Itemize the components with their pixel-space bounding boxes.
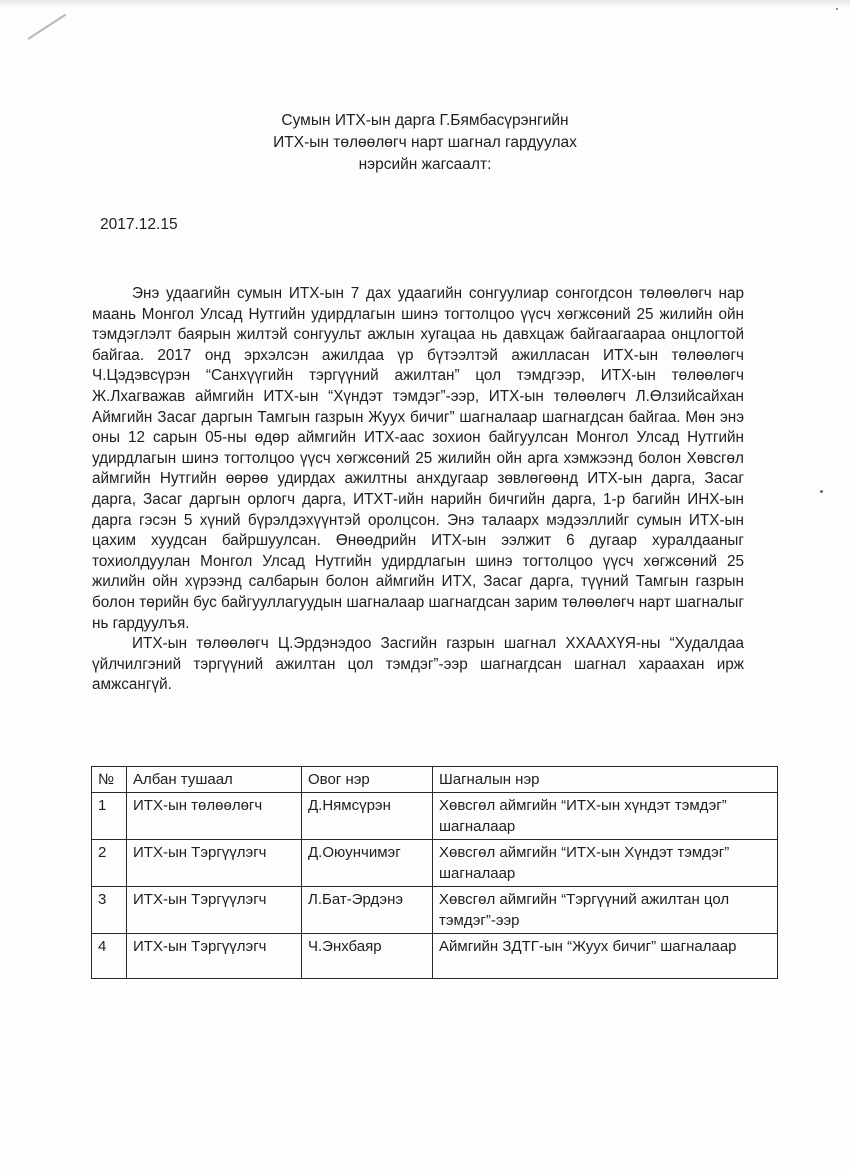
- cell-position: ИТХ-ын Тэргүүлэгч: [127, 840, 302, 887]
- cell-award: Хөвсгөл аймгийн “Тэргүүний ажилтан цол тэмдэг”-ээр: [433, 887, 778, 934]
- cell-position: ИТХ-ын Тэргүүлэгч: [127, 934, 302, 979]
- header-position: Албан тушаал: [127, 767, 302, 793]
- awards-table: [91, 766, 778, 979]
- document-body: [92, 284, 744, 696]
- cell-award: Хөвсгөл аймгийн “ИТХ-ын хүндэт тэмдэг” шагналаар: [433, 793, 778, 840]
- document-date: 2017.12.15: [100, 216, 178, 233]
- scan-edge: [0, 0, 850, 8]
- title-line: нэрсийн жагсаалт:: [358, 156, 492, 173]
- cell-position: ИТХ-ын Тэргүүлэгч: [127, 887, 302, 934]
- document-title: [0, 110, 850, 176]
- table-header-row: [92, 767, 778, 793]
- header-award: Шагналын нэр: [433, 767, 778, 793]
- cell-number: 4: [92, 934, 127, 979]
- table-row: [92, 793, 778, 840]
- cell-position: ИТХ-ын төлөөлөгч: [127, 793, 302, 840]
- cell-number: 1: [92, 793, 127, 840]
- header-number: №: [92, 767, 127, 793]
- scan-mark: [27, 14, 66, 40]
- header-name: Овог нэр: [302, 767, 433, 793]
- title-line: Сумын ИТХ-ын дарга Г.Бямбасүрэнгийн: [281, 112, 569, 129]
- cell-number: 3: [92, 887, 127, 934]
- table-row: [92, 840, 778, 887]
- cell-name: Д.Нямсүрэн: [302, 793, 433, 840]
- cell-award: Хөвсгөл аймгийн “ИТХ-ын Хүндэт тэмдэг” шагналаар: [433, 840, 778, 887]
- table-row: [92, 934, 778, 979]
- cell-name: Д.Оюунчимэг: [302, 840, 433, 887]
- cell-number: 2: [92, 840, 127, 887]
- cell-award: Аймгийн ЗДТГ-ын “Жуух бичиг” шагналаар: [433, 934, 778, 979]
- body-paragraph: Энэ удаагийн сумын ИТХ-ын 7 дах удаагийн сонгуулиар сонгогдсон төлөөлөгч нар маань Монгол Улсад Нутгийн удирдлагын шинэ тогтолцоо үүсч хөгжсөний 25 жилийн ойн тэмдэглэлт баярын жилтэй сонгуульт ажлын хугацаа нь давхцаж байгаагаараа онцлогтой байгаа. 2017 онд эрхэлсэн ажилдаа үр бүтээлтэй ажилласан ИТХ-ын төлөөлөгч Ч.Цэдэвсүрэн “Санхүүгийн тэргүүний ажилтан” цол тэмдгээр, ИТХ-ын төлөөлөгч Ж.Лхагважав аймгийн ИТХ-ын “Хүндэт тэмдэг”-ээр, ИТХ-ын төлөөлөгч Л.Өлзийсайхан Аймгийн Засаг даргын Тамгын газрын Жуух бичиг” шагналаар шагнагдсан байгаа. Мөн энэ оны 12 сарын 05-ны өдөр аймгийн ИТХ-аас зохион байгуулсан Монгол Улсад Нутгийн удирдлагын шинэ тогтолцоо үүсч хөгжсөний 25 жилийн ойн арга хэмжээнд болон Хөвсгөл аймгийн Нутгийн өөрөө удирдах ажилтны анхдугаар зөвлөгөөнд ИТХ-ын дарга, Засаг дарга, Засаг даргын орлогч дарга, ИТХТ-ийн нарийн бичгийн дарга, 1-р багийн ИНХ-ын дарга гэсэн 5 хүний бүрэлдэхүүнтэй оролцсон. Энэ талаарх мэдээллийг сумын ИТХ-ын цахим хуудсан байршуулсан. Өнөөдрийн ИТХ-ын ээлжит 6 дугаар хуралдааныг тохиолдуулан Монгол Улсад Нутгийн удирдлагын шинэ тогтолцоо үүсч хөгжсөний 25 жилийн ойн хүрээнд салбарын болон аймгийн ИТХ, Засаг дарга, түүний Тамгын газрын болон төрийн бус байгууллагуудын шагналаар шагнагдсан зарим төлөөлөгч нарт шагналыг нь гардуулъя.: [92, 285, 744, 632]
- scan-speck: [836, 8, 838, 10]
- cell-name: Л.Бат-Эрдэнэ: [302, 887, 433, 934]
- scan-speck: [820, 490, 823, 493]
- title-line: ИТХ-ын төлөөлөгч нарт шагнал гардуулах: [273, 134, 577, 151]
- body-paragraph: ИТХ-ын төлөөлөгч Ц.Эрдэнэдоо Засгийн газрын шагнал ХХААХҮЯ-ны “Худалдаа үйлчилгэний тэргүүний ажилтан цол тэмдэг”-ээр шагнагдсан шагнал хараахан ирж амжсангүй.: [92, 635, 744, 694]
- cell-name: Ч.Энхбаяр: [302, 934, 433, 979]
- table-row: [92, 887, 778, 934]
